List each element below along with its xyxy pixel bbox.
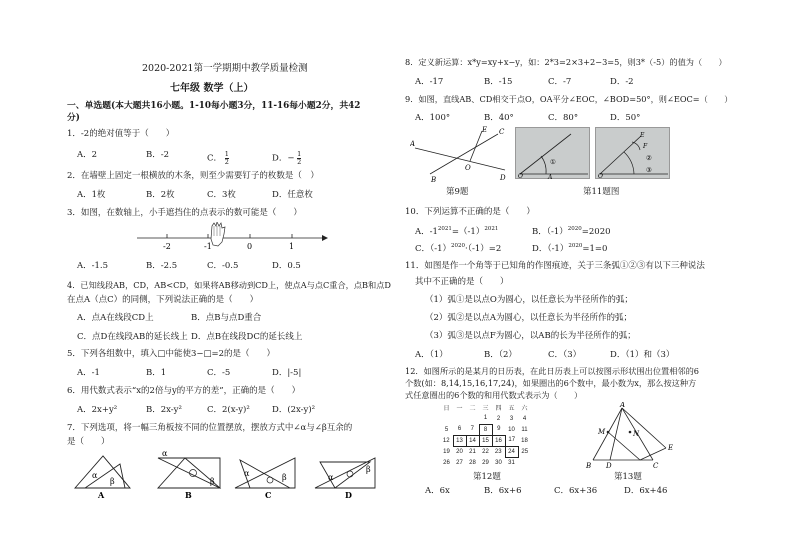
calendar-day: 29 [482, 459, 489, 466]
q10-option-c: C．$(-1)^{2020}\cdot(-1)=2$ [415, 243, 502, 254]
q10-stem: 10．下列运算不正确的是（ ） [405, 207, 535, 217]
calendar-day: 28 [469, 459, 476, 466]
q9-option-c: C．80° [548, 113, 579, 123]
q10-option-a: A．$-1^{2021}=(-1)^{2021}$ [415, 226, 499, 237]
calendar-day: 27 [456, 459, 463, 466]
calendar-day: 10 [508, 426, 515, 433]
q12-calendar [440, 402, 531, 468]
q7-figure-c [235, 458, 295, 500]
q4-option-c: C．点D在线段AB的延长线上 [77, 332, 188, 342]
q1-option-a: A．2 [77, 150, 98, 160]
svg-text:E: E [640, 132, 645, 139]
calendar-day: 26 [443, 459, 450, 466]
grade-subject: 七年级 数学（上） [170, 83, 254, 94]
svg-text:B: B [586, 462, 592, 470]
option-label: A [98, 490, 105, 500]
q1-stem: 1．-2的绝对值等于（ ） [67, 129, 175, 139]
calendar-day: 23 [494, 448, 502, 455]
svg-text:α: α [92, 471, 98, 480]
q5-option-d: D．|-5| [272, 368, 302, 378]
q4-stem: 4．已知线段AB，CD，AB<CD，如果将AB移动到CD上，使点A与点C重合，点B和点D [67, 280, 391, 290]
calendar-day: 20 [456, 448, 463, 455]
q6-option-c: C．2(x-y)² [207, 405, 250, 415]
calendar-day: 19 [443, 448, 450, 455]
q1-option-d: D．− $\frac{1}{2}$ [272, 150, 302, 166]
svg-text:β: β [366, 465, 371, 474]
q12-stem: 12．如图所示的是某月的日历表，在此日历表上可以按图示形状围出位置相邻的6 [405, 366, 700, 376]
svg-text:②: ② [646, 154, 652, 162]
q7-figure-b [158, 450, 220, 500]
calendar-day [440, 413, 453, 424]
calendar-day: 1 [483, 415, 488, 422]
calendar-day: 31 [508, 459, 515, 466]
q4-option-d: D．点B在线段DC的延长线上 [191, 332, 303, 342]
tick-label: 0 [247, 242, 253, 251]
calendar-day: 3 [509, 415, 514, 422]
svg-text:O: O [465, 164, 471, 172]
q5-stem: 5．下列各组数中，填入□中能使3−□=2的是（ ） [67, 349, 276, 359]
q2-option-d: D．任意枚 [272, 190, 313, 200]
calendar-weekday: 二 [469, 406, 476, 412]
q8-option-d: D．-2 [610, 77, 634, 87]
q13-figure [578, 402, 688, 474]
calendar-day: 24 [505, 446, 518, 457]
q9-option-d: D．50° [610, 113, 641, 123]
calendar-day: 25 [521, 448, 529, 455]
option-label: C [265, 490, 272, 500]
calendar-day: 14 [466, 435, 479, 446]
q2-option-a: A．1枚 [77, 190, 106, 200]
q3-option-b: B．-2.5 [146, 261, 178, 271]
q3-option-c: C．-0.5 [207, 261, 239, 271]
q9-figure-label: 第9题 [446, 187, 469, 197]
q10-option-b: B．$(-1)^{2020}=2020$ [532, 226, 611, 237]
q12-option-c: C．6x+36 [554, 486, 598, 496]
svg-text:β: β [110, 477, 115, 486]
calendar-day: 8 [479, 424, 492, 435]
q1-option-c: C． $\frac{1}{2}$ [207, 150, 229, 166]
q3-stem: 3．如图，在数轴上，小手遮挡住的点表示的数可能是（ ） [67, 208, 302, 218]
calendar-day: 4 [522, 415, 527, 422]
svg-text:A: A [410, 140, 416, 148]
q9-figure [410, 126, 510, 184]
tick-label: -2 [163, 242, 171, 251]
exam-title: 2020-2021第一学期期中教学质量检测 [142, 63, 308, 74]
q7-stem-cont: 是（ ） [67, 437, 110, 447]
q6-option-d: D．(2x-y)² [272, 405, 316, 415]
calendar-day: 21 [469, 448, 476, 455]
q11-figure-label: 第11题图 [583, 187, 620, 197]
q3-number-line [132, 222, 332, 252]
svg-text:C: C [499, 128, 505, 136]
svg-text:③: ③ [646, 166, 652, 174]
hand-icon [211, 222, 225, 246]
svg-text:C: C [653, 462, 659, 470]
q6-option-b: B．2x-y² [146, 405, 182, 415]
q11-figure-photo-a [515, 127, 590, 179]
q5-option-c: C．-5 [207, 368, 231, 378]
q8-stem: 8．定义新运算：x*y=xy+x−y，如：2*3=2×3+2−3=5，则3*（-5）的值为（ ） [405, 57, 727, 67]
svg-text:D: D [606, 462, 612, 470]
q11-stem-cont: 其中不正确的是（ ） [415, 277, 509, 287]
calendar-day [466, 413, 479, 424]
calendar-day: 5 [444, 426, 449, 433]
q10-option-d: D．$(-1)^{2020}=1=0$ [532, 243, 608, 254]
svg-text:E: E [668, 444, 674, 452]
q9-option-a: A．100° [415, 113, 451, 123]
calendar-day [453, 413, 466, 424]
q11-statement-1: （1）弧①是以点O为圆心，以任意长为半径所作的弧； [425, 295, 633, 305]
calendar-day: 15 [479, 435, 492, 446]
q2-option-b: B．2枚 [146, 190, 175, 200]
q7-figure-d [315, 458, 375, 500]
svg-text:D: D [500, 174, 506, 182]
q6-stem: 6．用代数式表示“x的2倍与y的平方的差”，正确的是（ ） [67, 386, 301, 396]
svg-text:M: M [598, 428, 606, 436]
calendar-day: 30 [495, 459, 502, 466]
q12-option-a: A．6x [425, 486, 450, 496]
svg-text:F: F [643, 143, 648, 150]
calendar-weekday: 四 [495, 406, 502, 412]
calendar-weekday: 六 [521, 406, 528, 412]
svg-text:O: O [518, 173, 523, 180]
q13-figure-label: 第13题 [614, 472, 642, 482]
svg-text:A: A [548, 174, 553, 180]
q12-stem-cont2: 式任意圈出的6个数的和用代数式表示为（ ） [405, 390, 583, 400]
svg-text:β: β [282, 473, 287, 482]
q11-figure-photo-b [595, 127, 670, 179]
q11-option-d: D．（1）和（3） [610, 350, 675, 360]
q9-stem: 9．如图，直线AB、CD相交于点O，OA平分∠EOC，∠BOD=50°，则∠EOC=（ ） [405, 94, 733, 104]
right-column [398, 0, 738, 560]
q4-option-a: A．点A在线段CD上 [77, 313, 154, 323]
svg-text:E: E [482, 126, 488, 134]
calendar-day [518, 457, 531, 468]
q11-statement-2: （2）弧②是以点A为圆心，以任意长为半径所作的弧； [425, 313, 633, 323]
svg-text:α: α [328, 473, 334, 482]
q4-stem-cont: 在点A（点C）的同侧，下列说法正确的是（ ） [67, 295, 259, 305]
q5-option-a: A．-1 [77, 368, 100, 378]
calendar-day: 7 [470, 426, 474, 433]
q6-option-a: A．2x+y² [77, 405, 118, 415]
q12-option-d: D．6x+46 [624, 486, 668, 496]
svg-text:B: B [431, 176, 437, 184]
q7-figures [70, 450, 390, 500]
q2-option-c: C．3枚 [207, 190, 236, 200]
q12-option-b: B．6x+6 [484, 486, 522, 496]
q11-option-b: B．（2） [484, 350, 517, 360]
calendar-day: 22 [482, 448, 489, 455]
tick-label: 1 [289, 242, 295, 251]
q2-stem: 2．在墙壁上固定一根横放的木条，则至少需要钉子的枚数是（ ） [67, 171, 319, 181]
svg-text:①: ① [550, 158, 556, 166]
calendar-day: 2 [496, 415, 501, 422]
svg-text:A: A [620, 402, 626, 409]
svg-text:α: α [244, 469, 250, 478]
calendar-day: 6 [457, 426, 462, 433]
q11-stem: 11．如图是作一个角等于已知角的作图痕迹，关于三条弧①②③有以下三种说法 [405, 261, 705, 271]
svg-text:α: α [162, 450, 168, 458]
svg-text:O: O [598, 173, 603, 180]
q8-option-a: A．-17 [415, 77, 444, 87]
tick-label: -1 [204, 242, 212, 251]
calendar-day: 13 [453, 435, 466, 446]
calendar-day: 12 [442, 437, 450, 444]
q8-option-c: C．-7 [548, 77, 572, 87]
option-label: D [345, 490, 352, 500]
option-label: B [185, 490, 192, 500]
calendar-day: 16 [492, 435, 505, 446]
calendar-day: 17 [508, 437, 516, 444]
calendar-weekday: 三 [482, 406, 489, 412]
left-column [60, 0, 395, 560]
q12-figure-label: 第12题 [473, 472, 501, 482]
q5-option-b: B．1 [146, 368, 167, 378]
q11-option-a: A．（1） [415, 350, 448, 360]
q11-option-c: C．（3） [548, 350, 582, 360]
calendar-weekday: 日 [443, 406, 450, 412]
calendar-day: 9 [497, 426, 501, 433]
q1-option-b: B．-2 [146, 150, 170, 160]
q8-option-b: B．-15 [484, 77, 513, 87]
calendar-day: 18 [521, 437, 528, 444]
calendar-weekday: 五 [508, 406, 515, 412]
section-heading: 一、单选题(本大题共16小题。1-10每小题3分，11-16每小题2分，共42 [67, 101, 361, 111]
q12-stem-cont: 个数(如：8,14,15,16,17,24)，如果圈出的6个数中，最小数为x，那么按这种方 [405, 378, 697, 388]
q3-option-a: A．-1.5 [77, 261, 109, 271]
section-heading-cont: 分) [67, 113, 80, 123]
q3-option-d: D．0.5 [272, 261, 301, 271]
q7-stem: 7．下列选项，将一幅三角板按不同的位置摆放，摆放方式中∠α与∠β互余的 [67, 423, 353, 433]
q7-figure-a [75, 456, 130, 500]
svg-text:β: β [210, 477, 215, 486]
q9-option-b: B．40° [484, 113, 514, 123]
calendar-weekday: 一 [456, 406, 463, 412]
q11-statement-3: （3）弧③是以点F为圆心，以AB的长为半径所作的弧； [425, 331, 636, 341]
q4-option-b: B．点B与点D重合 [191, 313, 262, 323]
calendar-day: 11 [521, 426, 528, 433]
svg-text:N: N [633, 430, 640, 438]
